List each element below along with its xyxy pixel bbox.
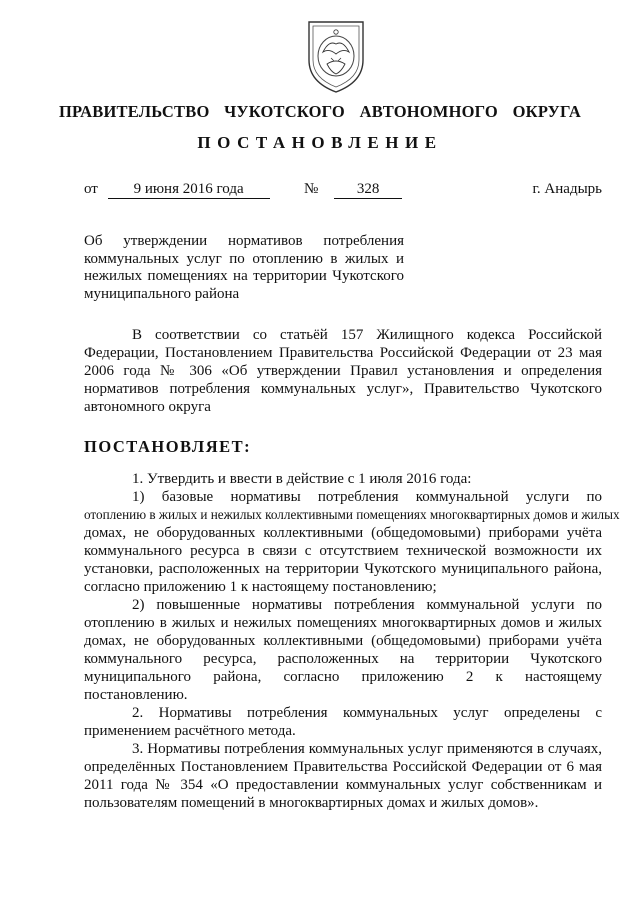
subject-line: Об утверждении нормативов потребления	[84, 233, 404, 249]
preamble	[84, 326, 602, 416]
body-line: муниципального района, согласно приложению 2 к настоящему	[84, 669, 602, 685]
body-line: согласно приложению 1 к настоящему постановлению;	[84, 579, 437, 595]
document-date: 9 июня 2016 года	[108, 181, 270, 199]
document-type: ПОСТАНОВЛЕНИЕ	[197, 133, 443, 152]
preamble-line: автономного округа	[84, 399, 211, 415]
document-number: 328	[334, 181, 402, 199]
body-line: отоплению в жилых и нежилых коллективными помещениях многоквартирных домов и жилых	[84, 507, 620, 522]
preamble-line: 2006 года № 306 «Об утверждении Правил установления и определения	[84, 363, 602, 379]
body-line: отоплению в жилых и нежилых помещениях многоквартирных домов и жилых	[84, 615, 602, 631]
subject-line: коммунальных услуг по отоплению в жилых и	[84, 250, 404, 267]
body-line: пользователям помещений в многоквартирных домах и жилых домов».	[84, 795, 539, 811]
body-line: постановлению.	[84, 687, 188, 703]
preamble-line: В соответствии со статьёй 157 Жилищного кодекса Российской	[132, 327, 602, 343]
from-label: от	[84, 181, 98, 197]
document-subject	[84, 233, 404, 303]
body-line: установки, расположенных на территории Чукотского муниципального района,	[84, 561, 602, 577]
preamble-line: нормативов потребления коммунальных услуг», Правительство Чукотского	[84, 381, 602, 397]
preamble-line: Федерации, Постановлением Правительства Российской Федерации от 23 мая	[84, 345, 602, 361]
body-line: домах, не оборудованных коллективными (общедомовыми) приборами учёта	[84, 633, 602, 649]
body-line: применением расчётного метода.	[84, 723, 296, 739]
body-line: 2. Нормативы потребления коммунальных услуг определены с	[132, 705, 602, 721]
subject-line: нежилых помещениях на территории Чукотского	[84, 268, 404, 284]
body-line: коммунального ресурса в связи с отсутствием технической возможности их	[84, 543, 602, 559]
subject-line: муниципального района	[84, 285, 240, 302]
government-title: ПРАВИТЕЛЬСТВО ЧУКОТСКОГО АВТОНОМНОГО ОКРУГА	[58, 102, 582, 121]
city: г. Анадырь	[532, 181, 602, 197]
decree-heading: ПОСТАНОВЛЯЕТ:	[84, 437, 252, 456]
body-line: домах, не оборудованных коллективными (общедомовыми) приборами учёта	[84, 525, 602, 541]
coat-of-arms-icon	[301, 14, 371, 96]
body-line: 2011 года № 354 «О предоставлении коммунальных услуг собственникам и	[84, 777, 602, 793]
body-line: коммунального ресурса, расположенных на территории Чукотского	[84, 651, 602, 667]
decree-body	[84, 470, 620, 812]
body-line: 2) повышенные нормативы потребления коммунальной услуги по	[132, 597, 602, 613]
number-label: №	[304, 181, 319, 197]
date-field	[84, 181, 270, 199]
body-line: 1) базовые нормативы потребления коммунальной услуги по	[132, 489, 602, 505]
number-field	[304, 181, 402, 199]
body-line: 1. Утвердить и ввести в действие с 1 июля 2016 года:	[132, 471, 472, 487]
body-line: 3. Нормативы потребления коммунальных услуг применяются в случаях,	[132, 741, 602, 757]
body-line: определённых Постановлением Правительства Российской Федерации от 6 мая	[84, 759, 602, 775]
